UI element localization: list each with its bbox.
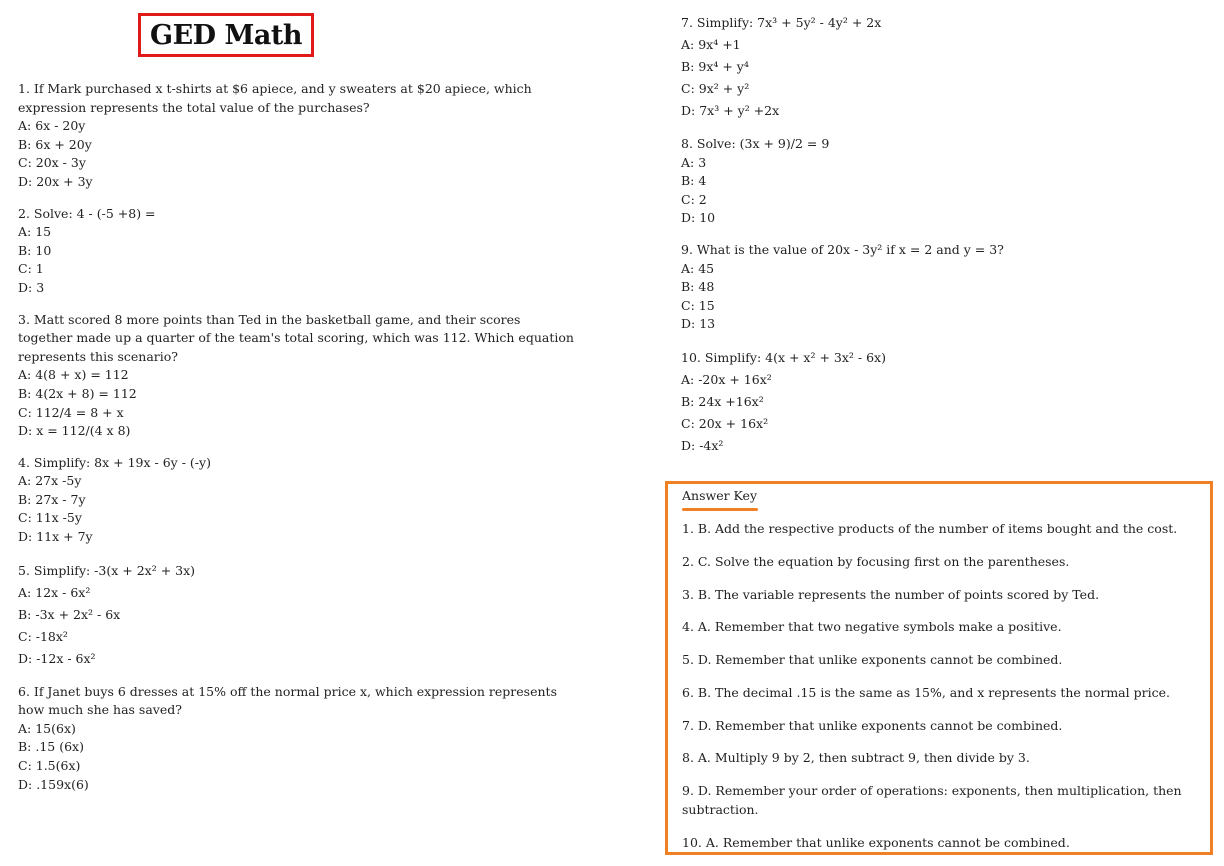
option-d: D: 20x + 3y: [18, 173, 93, 189]
question-5: [18, 560, 578, 670]
answer-item: 2. C. Solve the equation by focusing first on the parentheses.: [682, 553, 1070, 569]
answer-item: 1. B. Add the respective products of the number of items bought and the cost.: [682, 521, 1178, 536]
option-b: B: 27x - 7y: [18, 491, 86, 507]
question-6: [18, 683, 578, 795]
question-2: [18, 205, 578, 298]
option-d: D: 7x³ + y² +2x: [681, 103, 780, 118]
option-d: D: 13: [681, 316, 716, 332]
question-stem: 3. Matt scored 8 more points than Ted in the basketball game, and their scores together made up a quarter of the team's total scoring, which was 112. Which equation represents this scenario?: [18, 311, 578, 364]
question-stem: 2. Solve: 4 - (-5 +8) =: [18, 205, 156, 221]
option-b: B: 10: [18, 242, 52, 258]
question-stem: 1. If Mark purchased x t-shirts at $6 apiece, and y sweaters at $20 apiece, which expression represents the total value of the purchases?: [18, 81, 536, 115]
option-d: D: -4x²: [681, 437, 724, 453]
answer-item: 7. D. Remember that unlike exponents cannot be combined.: [682, 717, 1063, 733]
option-c: C: 20x + 16x²: [681, 415, 769, 431]
option-c: C: 20x - 3y: [18, 155, 86, 171]
page-title: GED Math: [150, 19, 302, 51]
title-box: [138, 13, 314, 57]
option-a: A: 9x⁴ +1: [681, 37, 741, 52]
right-question-column: [681, 12, 1211, 470]
option-b: B: 9x⁴ + y⁴: [681, 59, 749, 74]
option-b: B: .15 (6x): [18, 739, 84, 755]
option-a: A: 27x -5y: [18, 473, 82, 489]
question-10: [681, 347, 1211, 457]
answer-item: 8. A. Multiply 9 by 2, then subtract 9, then divide by 3.: [682, 750, 1030, 766]
option-b: B: 24x +16x²: [681, 393, 764, 409]
question-4: [18, 454, 578, 547]
option-a: A: 15: [18, 224, 52, 240]
question-stem: 9. What is the value of 20x - 3y² if x = 2 and y = 3?: [681, 241, 1004, 257]
answer-item: 4. A. Remember that two negative symbols make a positive.: [682, 619, 1062, 635]
option-a: A: 45: [681, 260, 715, 276]
option-d: D: .159x(6): [18, 776, 89, 792]
question-stem: 4. Simplify: 8x + 19x - 6y - (-y): [18, 454, 211, 470]
option-a: A: 4(8 + x) = 112: [18, 367, 129, 383]
question-stem: 10. Simplify: 4(x + x² + 3x² - 6x): [681, 349, 886, 365]
option-c: C: -18x²: [18, 628, 68, 644]
answer-key-box: [665, 481, 1213, 855]
option-d: D: 10: [681, 210, 716, 226]
left-question-column: [18, 80, 578, 807]
option-a: A: 6x - 20y: [18, 118, 86, 134]
option-c: C: 11x -5y: [18, 510, 82, 526]
question-3: [18, 311, 578, 441]
question-stem: 5. Simplify: -3(x + 2x² + 3x): [18, 562, 196, 578]
option-d: D: -12x - 6x²: [18, 650, 96, 666]
option-a: A: 3: [681, 154, 707, 170]
answer-item: 3. B. The variable represents the number of points scored by Ted.: [682, 586, 1100, 602]
option-c: C: 1.5(6x): [18, 758, 81, 774]
option-a: A: -20x + 16x²: [681, 371, 772, 387]
answer-item: 6. B. The decimal .15 is the same as 15%, and x represents the normal price.: [682, 684, 1170, 700]
answer-item: 5. D. Remember that unlike exponents cannot be combined.: [682, 652, 1063, 668]
option-c: C: 112/4 = 8 + x: [18, 404, 124, 420]
option-d: D: x = 112/(4 x 8): [18, 423, 131, 439]
question-stem: 6. If Janet buys 6 dresses at 15% off the normal price x, which expression represents how much she has saved?: [18, 683, 561, 718]
question-9: [681, 241, 1211, 334]
option-a: A: 12x - 6x²: [18, 584, 91, 600]
answer-item: 10. A. Remember that unlike exponents cannot be combined.: [682, 834, 1070, 850]
question-7: [681, 12, 1211, 122]
answer-key-list: [682, 520, 1202, 866]
option-b: B: 4(2x + 8) = 112: [18, 385, 137, 401]
answer-item: 9. D. Remember your order of operations: exponents, then multiplication, then subtraction.: [682, 783, 1182, 817]
option-c: C: 1: [18, 261, 44, 277]
question-1: [18, 80, 578, 192]
question-8: [681, 135, 1211, 228]
option-b: B: 6x + 20y: [18, 136, 92, 152]
option-b: B: 48: [681, 279, 715, 295]
option-c: C: 9x² + y²: [681, 81, 750, 96]
question-stem: 8. Solve: (3x + 9)/2 = 9: [681, 136, 830, 151]
option-b: B: -3x + 2x² - 6x: [18, 606, 121, 622]
question-stem: 7. Simplify: 7x³ + 5y² - 4y² + 2x: [681, 15, 882, 30]
option-c: C: 15: [681, 297, 715, 313]
option-d: D: 3: [18, 279, 45, 295]
option-a: A: 15(6x): [18, 720, 76, 736]
answer-key-underline: [682, 508, 758, 511]
option-c: C: 2: [681, 191, 707, 207]
answer-key-title: Answer Key: [682, 488, 757, 503]
option-b: B: 4: [681, 173, 707, 189]
option-d: D: 11x + 7y: [18, 529, 93, 545]
